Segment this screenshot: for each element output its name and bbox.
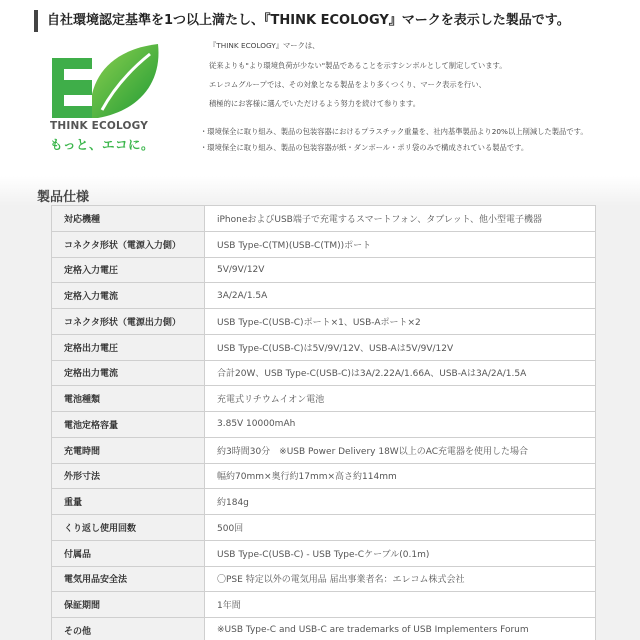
spec-value: 約184g <box>205 489 596 515</box>
spec-label: 電気用品安全法 <box>52 566 205 592</box>
spec-label: 充電時間 <box>52 437 205 463</box>
spec-value: USB Type-C(TM)(USB-C(TM))ポート <box>205 231 596 257</box>
spec-value: ※USB Type-C and USB-C are trademarks of USB Implementers Forum <box>205 618 596 640</box>
spec-value: 3.85V 10000mAh <box>205 412 596 438</box>
spec-label: くり返し使用回数 <box>52 515 205 541</box>
table-row <box>52 206 596 232</box>
spec-value: 幅約70mm×奥行約17mm×高さ約114mm <box>205 463 596 489</box>
eco-paragraph: 『THINK ECOLOGY』マークは、 <box>209 41 320 50</box>
spec-label: コネクタ形状（電源出力側） <box>52 309 205 335</box>
table-row <box>52 334 596 360</box>
table-row <box>52 463 596 489</box>
table-row <box>52 437 596 463</box>
table-row <box>52 257 596 283</box>
spec-value: 〇PSE 特定以外の電気用品 届出事業者名：エレコム株式会社 <box>205 566 596 592</box>
table-row <box>52 515 596 541</box>
spec-value: 500回 <box>205 515 596 541</box>
table-row <box>52 309 596 335</box>
table-row <box>52 386 596 412</box>
eco-section-header: 自社環境認定基準を1つ以上満たし、『THINK ECOLOGY』マークを表示した製品です。 <box>34 10 634 32</box>
spec-value: 1年間 <box>205 592 596 618</box>
specs-title: 製品仕様 <box>37 190 90 205</box>
eco-paragraph: 従来よりも"より環境負荷が少ない"製品であることを示すシンボルとして制定しています。 <box>209 61 507 70</box>
spec-label: 重量 <box>52 489 205 515</box>
table-row <box>52 489 596 515</box>
spec-label: 定格入力電流 <box>52 283 205 309</box>
spec-value: 約3時間30分 ※USB Power Delivery 18W以上のAC充電器を使用した場合 <box>205 437 596 463</box>
table-row <box>52 566 596 592</box>
logo-name: THINK ECOLOGY <box>50 120 149 132</box>
spec-label: 定格出力電流 <box>52 360 205 386</box>
spec-value: USB Type-C(USB-C)は5V/9V/12V、USB-Aは5V/9V/12V <box>205 334 596 360</box>
spec-label: 保証期間 <box>52 592 205 618</box>
spec-label: コネクタ形状（電源入力側） <box>52 231 205 257</box>
spec-label: 定格入力電圧 <box>52 257 205 283</box>
table-row <box>52 592 596 618</box>
spec-label: その他 <box>52 618 205 640</box>
table-row <box>52 540 596 566</box>
spec-label: 付属品 <box>52 540 205 566</box>
spec-value: 合計20W、USB Type-C(USB-C)は3A/2.22A/1.66A、USB-Aは3A/2A/1.5A <box>205 360 596 386</box>
spec-value: 3A/2A/1.5A <box>205 283 596 309</box>
spec-value: 5V/9V/12V <box>205 257 596 283</box>
spec-label: 外形寸法 <box>52 463 205 489</box>
spec-label: 電池定格容量 <box>52 412 205 438</box>
spec-table <box>51 205 596 640</box>
spec-value: USB Type-C(USB-C)ポート×1、USB-Aポート×2 <box>205 309 596 335</box>
eco-note: ・環境保全に取り組み、製品の包装容器におけるプラスチック重量を、社内基準製品より20%以上削減した製品です。 <box>200 127 588 136</box>
spec-value: 充電式リチウムイオン電池 <box>205 386 596 412</box>
table-row <box>52 283 596 309</box>
table-row <box>52 618 596 640</box>
eco-note: ・環境保全に取り組み、製品の包装容器が紙・ダンボール・ポリ袋のみで構成されている製品です。 <box>200 143 529 152</box>
table-row <box>52 360 596 386</box>
eco-paragraph: エレコムグループでは、その対象となる製品をより多くつくり、マーク表示を行い、 <box>209 80 486 89</box>
spec-label: 定格出力電圧 <box>52 334 205 360</box>
think-ecology-logo <box>46 40 166 160</box>
table-row <box>52 231 596 257</box>
spec-value: iPhoneおよびUSB端子で充電するスマートフォン、タブレット、他小型電子機器 <box>205 206 596 232</box>
table-row <box>52 412 596 438</box>
logo-tagline: もっと、エコに。 <box>50 137 155 152</box>
eco-paragraph: 積極的にお客様に選んでいただけるよう努力を続けて参ります。 <box>209 99 421 108</box>
spec-label: 電池種類 <box>52 386 205 412</box>
spec-label: 対応機種 <box>52 206 205 232</box>
leaf-logo-icon <box>46 40 166 120</box>
spec-value: USB Type-C(USB-C) - USB Type-Cケーブル(0.1m) <box>205 540 596 566</box>
